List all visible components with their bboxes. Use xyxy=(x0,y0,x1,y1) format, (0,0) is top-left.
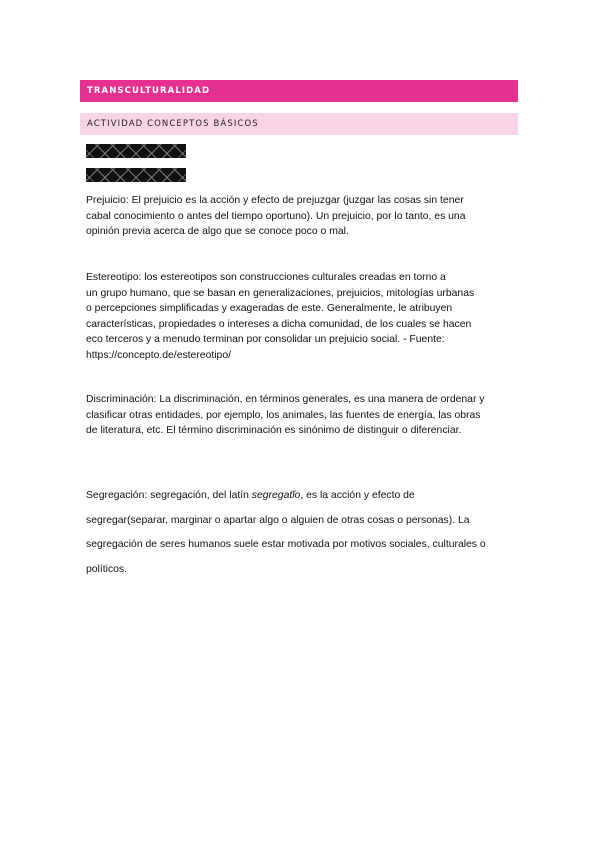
text-line: eco terceros y a menudo terminan por consolidar un prejuicio social. - Fuente: xyxy=(86,334,445,346)
text-line: cabal conocimiento o antes del tiempo oportuno). Un prejuicio, por lo tanto, es una xyxy=(86,210,466,222)
text-line: clasificar otras entidades, por ejemplo, los animales, las fuentes de energía, las obras xyxy=(86,409,481,421)
redacted-line-1 xyxy=(86,144,186,158)
document-title: TRANSCULTURALIDAD xyxy=(87,86,211,96)
subtitle-bar xyxy=(80,113,518,135)
text-line: segregar(separar, marginar o apartar algo o alguien de otras cosas o personas). La xyxy=(86,514,470,526)
text-line: Discriminación: La discriminación, en términos generales, es una manera de ordenar y xyxy=(86,394,485,405)
text-line: características, propiedades o intereses a dicha comunidad, de los cuales se hacen xyxy=(86,318,472,330)
paragraph-estereotipo xyxy=(86,270,526,364)
paragraph-discriminacion xyxy=(86,392,526,439)
redacted-line-2 xyxy=(86,168,186,182)
text-line: o percepciones simplificadas y exageradas de este. Generalmente, le atribuyen xyxy=(86,303,453,315)
text-line: políticos. xyxy=(86,563,128,575)
text-line: Prejuicio: El prejuicio es la acción y efecto de prejuzgar (juzgar las cosas sin tener xyxy=(86,195,464,206)
paragraph-prejuicio xyxy=(86,193,526,240)
text-line: un grupo humano, que se basan en generalizaciones, prejuicios, mitologías urbanas xyxy=(86,287,475,299)
text-line: segregación de seres humanos suele estar motivada por motivos sociales, culturales o xyxy=(86,539,486,550)
text-line: opinión previa acerca de algo que se conoce poco o mal. xyxy=(86,226,349,238)
text-segment: Segregación: segregación, del latín xyxy=(86,490,252,501)
paragraph-segregacion xyxy=(86,484,526,582)
text-segment: , es la acción y efecto de xyxy=(300,490,415,501)
text-line: Estereotipo: los estereotipos son construcciones culturales creadas en torno a xyxy=(86,272,446,283)
document-subtitle: ACTIVIDAD CONCEPTOS BÁSICOS xyxy=(87,119,259,129)
source-link: https://concepto.de/estereotipo/ xyxy=(86,349,231,361)
text-line xyxy=(86,484,526,509)
title-bar xyxy=(80,80,518,102)
text-line: de literatura, etc. El término discriminación es sinónimo de distinguir o diferenciar. xyxy=(86,425,462,437)
latin-term: segregatĭo xyxy=(251,490,301,501)
